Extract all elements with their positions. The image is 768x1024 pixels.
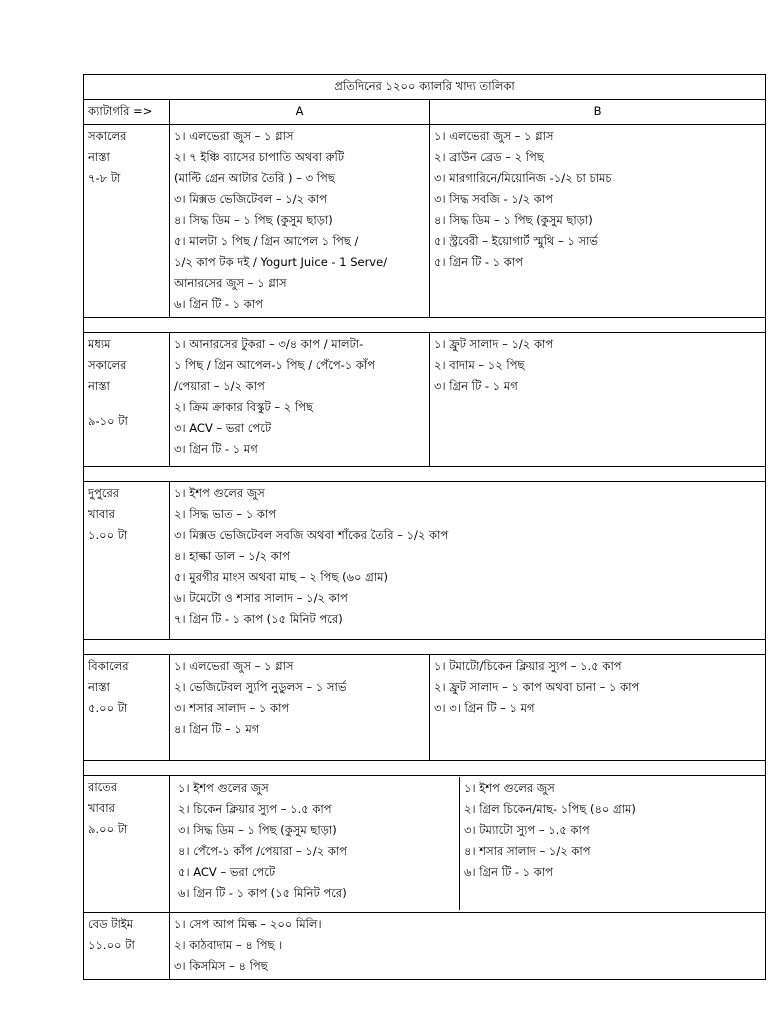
meal-label-morning bbox=[84, 125, 170, 318]
list-item: ১। এলভেরা জুস – ১ গ্লাস bbox=[174, 129, 294, 143]
category-header: ক্যাটাগরি => bbox=[84, 100, 170, 125]
list-item: ১। সেপ আপ মিল্ক – ২০০ মিলি। bbox=[174, 917, 322, 931]
column-a-header: A bbox=[170, 100, 430, 125]
list-item: ৩। গ্রিন টি - ১ মগ bbox=[174, 442, 258, 456]
list-item: ২। ক্রিম ক্রাকার বিস্কুট – ২ পিছ bbox=[174, 400, 314, 414]
list-item: (মাল্টি গ্রেন আটার তৈরি ) – ৩ পিছ bbox=[174, 171, 335, 185]
list-item: ২। ফ্রুট সালাদ – ১ কাপ অথবা চানা – ১ কাপ bbox=[434, 680, 640, 694]
list-item: ৬। গ্রিন টি - ১ কাপ bbox=[174, 297, 263, 311]
list-item: ৪। হাল্কা ডাল – ১/২ কাপ bbox=[174, 549, 290, 563]
list-item: ১ পিছ / গ্রিন আপেল-১ পিছ / পেঁপে-১ কাঁপ bbox=[174, 358, 376, 372]
spacer-row bbox=[84, 640, 766, 655]
list-item: ৩। ACV – ভরা পেটে bbox=[174, 421, 272, 435]
spacer-cell bbox=[84, 640, 766, 655]
label-line: নাস্তা bbox=[88, 680, 110, 694]
label-line: নাস্তা bbox=[88, 379, 110, 393]
list-item: ১। ইশপ গুলের জুস bbox=[174, 486, 265, 500]
list-item: ৪। সিদ্ধ ডিম – ১ পিছ (কুসুম ছাড়া) bbox=[174, 213, 333, 227]
column-b-header: B bbox=[430, 100, 766, 125]
list-item: /পেয়ারা – ১/২ কাপ bbox=[174, 379, 265, 393]
list-item: ৭। গ্রিন টি - ১ কাপ (১৫ মিনিট পরে) bbox=[174, 612, 343, 626]
meal-label-bedtime bbox=[84, 913, 170, 980]
midmorning-option-a bbox=[170, 333, 430, 467]
dinner-options bbox=[170, 776, 766, 913]
list-item: ৬। টমেটো ও শসার সালাদ – ১/২ কাপ bbox=[174, 591, 348, 605]
spacer-cell bbox=[84, 467, 766, 482]
label-line: সকালের bbox=[88, 129, 127, 143]
list-item: ১। ইশপ গুলের জুস bbox=[464, 781, 555, 795]
afternoon-option-a bbox=[170, 655, 430, 761]
meal-row-morning bbox=[84, 125, 766, 318]
label-line: নাস্তা bbox=[88, 150, 110, 164]
label-line: রাতের bbox=[88, 780, 118, 794]
spacer-row bbox=[84, 467, 766, 482]
list-item: ১। টমাটো/চিকেন ক্লিয়ার স্যুপ – ১.৫ কাপ bbox=[434, 659, 622, 673]
list-item: ২। চিকেন ক্লিয়ার স্যুপ – ১.৫ কাপ bbox=[178, 802, 332, 816]
list-item: ৫। ACV – ভরা পেটে bbox=[178, 865, 276, 879]
lunch-items bbox=[170, 482, 766, 640]
meal-row-midmorning bbox=[84, 333, 766, 467]
list-item: ২। সিদ্ধ ভাত – ১ কাপ bbox=[174, 507, 277, 521]
table-title: প্রতিদিনের ১২০০ ক্যালরি খাদ্য তালিকা bbox=[84, 75, 766, 100]
list-item: ৬। গ্রিন টি - ১ কাপ (১৫ মিনিট পরে) bbox=[178, 886, 347, 900]
label-line: সকালের bbox=[88, 358, 127, 372]
label-line bbox=[88, 397, 165, 411]
meal-time: ৯.০০ টা bbox=[88, 822, 128, 836]
list-item: ১/২ কাপ টক দই / Yogurt Juice - 1 Serve/ bbox=[174, 255, 388, 269]
list-item: ১। আনারসের টুকরা – ৩/৪ কাপ / মালটা- bbox=[174, 337, 364, 351]
list-item: ৫। মালটা ১ পিছ / গ্রিন আপেল ১ পিছ / bbox=[174, 234, 359, 248]
list-item: ২। ব্রাউন ব্রেড – ২ পিছ bbox=[434, 150, 544, 164]
list-item: ১। এলভেরা জুস – ১ গ্লাস bbox=[174, 659, 294, 673]
diet-chart-document bbox=[83, 74, 765, 980]
meal-row-bedtime bbox=[84, 913, 766, 980]
list-item: ২। ৭ ইঞ্চি ব্যাসের চাপাতি অথবা রুটি bbox=[174, 150, 345, 164]
list-item: ৫। গ্রিন টি - ১ কাপ bbox=[434, 255, 523, 269]
meal-time: ১১.০০ টা bbox=[88, 938, 135, 952]
list-item: ২। ভেজিটেবল স্যুপি নুডুলস – ১ সার্ভ bbox=[174, 680, 347, 694]
list-item: ৪। গ্রিন টি – ১ মগ bbox=[174, 722, 260, 736]
list-item: ৬। গ্রিন টি - ১ কাপ bbox=[464, 865, 553, 879]
label-line: খাবার bbox=[88, 801, 115, 815]
spacer-row bbox=[84, 318, 766, 333]
spacer-cell bbox=[84, 761, 766, 776]
dinner-split bbox=[174, 777, 761, 910]
morning-option-b bbox=[430, 125, 766, 318]
label-line: খাবার bbox=[88, 507, 115, 521]
spacer-row bbox=[84, 761, 766, 776]
list-item: ১। ইশপ গুলের জুস bbox=[178, 781, 269, 795]
list-item: ৩। মারগারিনে/মিয়োনিজ -১/২ চা চামচ bbox=[434, 171, 612, 185]
list-item: ৩। মিক্সড ভেজিটেবল – ১/২ কাপ bbox=[174, 192, 327, 206]
diet-table bbox=[83, 74, 766, 980]
label-line: বেড টাইম bbox=[88, 917, 134, 931]
meal-row-dinner bbox=[84, 776, 766, 913]
meal-time: ৯-১০ টা bbox=[88, 414, 128, 428]
meal-time: ৭-৮ টা bbox=[88, 171, 121, 185]
list-item: ৩। সিদ্ধ ডিম – ১ পিছ (কুসুম ছাড়া) bbox=[178, 823, 337, 837]
label-line: বিকালের bbox=[88, 659, 129, 673]
title-row bbox=[84, 75, 766, 100]
list-item: আনারসের জুস – ১ গ্লাস bbox=[174, 276, 287, 290]
list-item: ১। ফ্রুট সালাদ – ১/২ কাপ bbox=[434, 337, 554, 351]
meal-time: ৫.০০ টা bbox=[88, 701, 128, 715]
list-item: ২। কাঠবাদাম – ৪ পিছ । bbox=[174, 938, 283, 952]
spacer-cell bbox=[84, 318, 766, 333]
list-item: ৩। কিসমিস – ৪ পিছ bbox=[174, 959, 268, 973]
list-item: ৩। গ্রিন টি - ১ মগ bbox=[434, 379, 518, 393]
meal-row-afternoon bbox=[84, 655, 766, 761]
meal-label-afternoon bbox=[84, 655, 170, 761]
list-item: ৩। শসার সালাদ – ১ কাপ bbox=[174, 701, 290, 715]
list-item: ১। এলভেরা জুস – ১ গ্লাস bbox=[434, 129, 554, 143]
afternoon-option-b bbox=[430, 655, 766, 761]
list-item: ৩। ৩। গ্রিন টি – ১ মগ bbox=[434, 701, 535, 715]
list-item: ২। বাদাম – ১২ পিছ bbox=[434, 358, 525, 372]
list-item: ৫। স্ট্রবেরী – ইয়োগার্ট স্মুথি – ১ সার্ভ bbox=[434, 234, 598, 248]
bedtime-items bbox=[170, 913, 766, 980]
dinner-option-b bbox=[460, 777, 761, 910]
list-item: ২। গ্রিল চিকেন/মাছ- ১পিছ (৪০ গ্রাম) bbox=[464, 802, 636, 816]
meal-time: ১.০০ টা bbox=[88, 528, 128, 542]
meal-row-lunch bbox=[84, 482, 766, 640]
meal-label-dinner bbox=[84, 776, 170, 913]
dinner-option-a bbox=[174, 777, 460, 910]
label-line: মধ্যম bbox=[88, 337, 111, 351]
list-item: ৩। সিদ্ধ সবজি - ১/২ কাপ bbox=[434, 192, 553, 206]
list-item: ৩। মিক্সড ভেজিটেবল সবজি অথবা শাঁকের তৈরি – ১/২ কাপ bbox=[174, 528, 449, 542]
meal-label-midmorning bbox=[84, 333, 170, 467]
label-line: দুপুরের bbox=[88, 486, 120, 500]
header-row bbox=[84, 100, 766, 125]
list-item: ৪। সিদ্ধ ডিম – ১ পিছ (কুসুম ছাড়া) bbox=[434, 213, 593, 227]
meal-label-lunch bbox=[84, 482, 170, 640]
list-item: ৩। টম্যাটো স্যুপ – ১.৫ কাপ bbox=[464, 823, 590, 837]
list-item: ৪। শসার সালাদ – ১/২ কাপ bbox=[464, 844, 591, 858]
morning-option-a bbox=[170, 125, 430, 318]
list-item: ৫। মুরগীর মাংস অথবা মাছ – ২ পিছ (৬০ গ্রাম) bbox=[174, 570, 388, 584]
list-item: ৪। পেঁপে-১ কাঁপ /পেয়ারা – ১/২ কাপ bbox=[178, 844, 348, 858]
midmorning-option-b bbox=[430, 333, 766, 467]
